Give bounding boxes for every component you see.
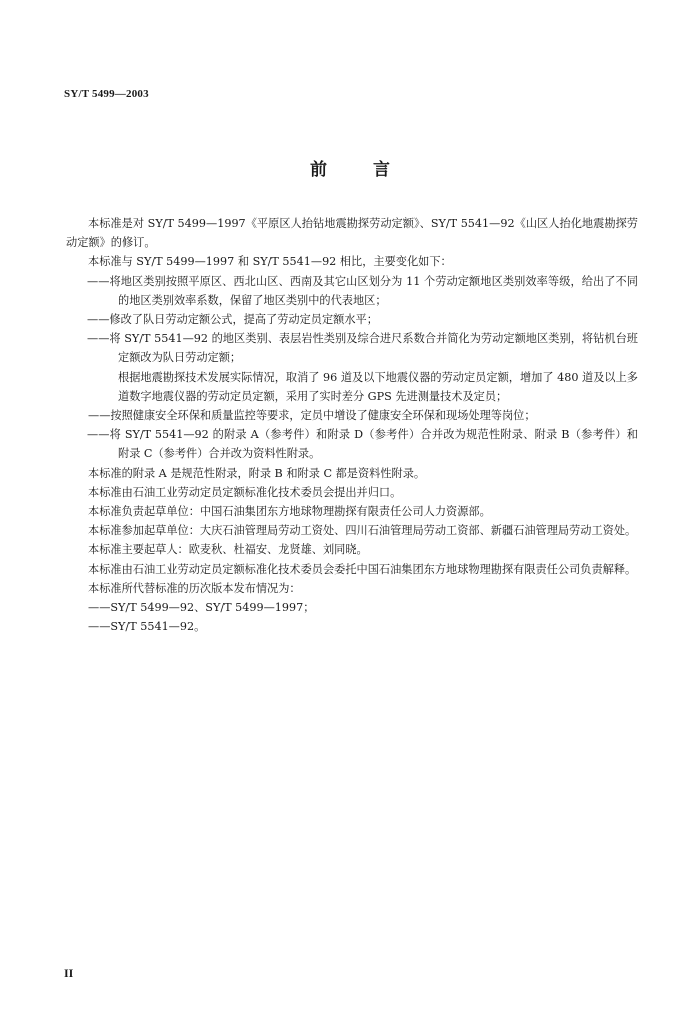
change-item: ——修改了队日劳动定额公式，提高了劳动定员定额水平； <box>87 313 378 327</box>
paragraph-main-changes: 本标准与 SY/T 5499—1997 和 SY/T 5541—92 相比，主要变化如下： <box>88 255 452 269</box>
history-item: ——SY/T 5499—92、SY/T 5499—1997； <box>88 601 315 615</box>
standard-code: SY/T 5499—2003 <box>64 88 149 100</box>
change-item: ——将 SY/T 5541—92 的地区类别、表层岩性类别及综合进尺系数合并简化为劳动定额地区类别，将钻机台班定额改为队日劳动定额； <box>87 332 638 365</box>
paragraph-interpretation: 本标准由石油工业劳动定员定额标准化技术委员会委托中国石油集团东方地球物理勘探有限责任公司负责解释。 <box>88 562 637 576</box>
paragraph-history-intro: 本标准所代替标准的历次版本发布情况为： <box>88 581 301 595</box>
paragraph-revision-scope: 本标准是对 SY/T 5499—1997《平原区人抬钻地震勘探劳动定额》、SY/T 5541—92《山区人抬化地震勘探劳动定额》的修订。 <box>66 217 638 250</box>
change-item-continuation: 根据地震勘探技术发展实际情况，取消了 96 道及以下地震仪器的劳动定员定额，增加了 480 道及以上多道数字地震仪器的劳动定员定额，采用了实时差分 GPS 先进测量技术及定员； <box>118 370 638 403</box>
change-item: ——将地区类别按照平原区、西北山区、西南及其它山区划分为 11 个劳动定额地区类别效率等级，给出了不同的地区类别效率系数，保留了地区类别中的代表地区； <box>87 274 638 307</box>
page-title: 前言 <box>310 160 436 180</box>
foreword-body <box>66 214 638 636</box>
paragraph-participating-units: 本标准参加起草单位：大庆石油管理局劳动工资处、四川石油管理局劳动工资部、新疆石油管理局劳动工资处。 <box>88 524 637 538</box>
paragraph-drafters: 本标准主要起草人：欧麦秋、杜福安、龙贤雄、刘同晓。 <box>88 543 368 557</box>
paragraph-appendix: 本标准的附录 A 是规范性附录，附录 B 和附录 C 都是资料性附录。 <box>88 466 426 480</box>
page-number: II <box>64 966 74 980</box>
paragraph-proposer: 本标准由石油工业劳动定员定额标准化技术委员会提出并归口。 <box>88 485 402 499</box>
change-item: ——将 SY/T 5541—92 的附录 A（参考件）和附录 D（参考件）合并改为规范性附录、附录 B（参考件）和附录 C（参考件）合并改为资料性附录。 <box>87 428 638 461</box>
change-item: ——按照健康安全环保和质量监控等要求，定员中增设了健康安全环保和现场处理等岗位； <box>88 409 536 423</box>
history-item: ——SY/T 5541—92。 <box>88 620 206 634</box>
paragraph-drafting-unit: 本标准负责起草单位：中国石油集团东方地球物理勘探有限责任公司人力资源部。 <box>88 505 491 519</box>
